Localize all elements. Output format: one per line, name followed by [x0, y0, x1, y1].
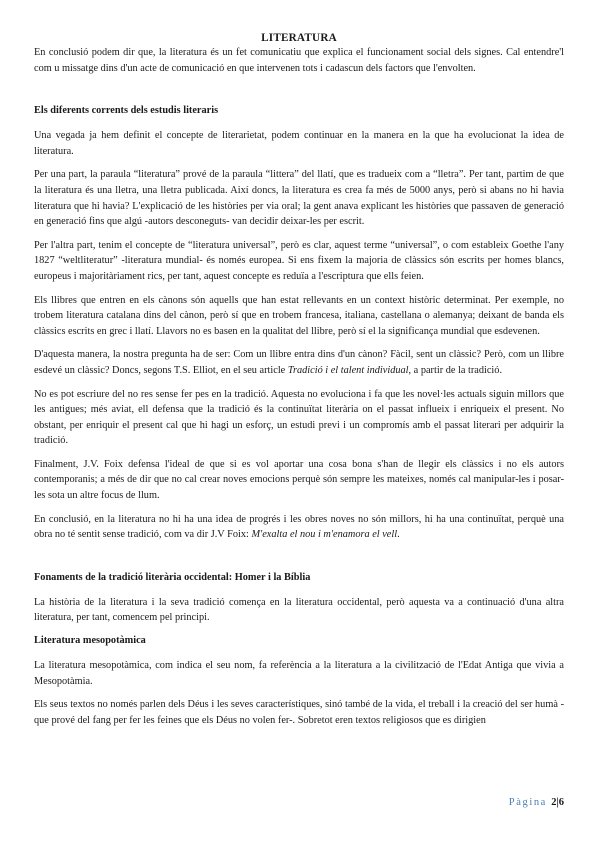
paragraph: [34, 512, 564, 543]
paragraph: Els seus textos no només parlen dels Déus i les seves característiques, sinó també de la vida, el treball i la creació del ser humà -que prové del fang per fer les feines que els Déus no volen fer-. Sobretot eren textos religiosos que es dirigien: [34, 699, 564, 726]
section-heading-corrents: Els diferents corrents dels estudis literaris: [34, 105, 219, 117]
paragraph: Els llibres que entren en els cànons són aquells que han estat rellevants en un context històric determinat. Per exemple, no trobem literatura catalana dins del cànon, però sí que en trobem francesa, italiana, castellana o alemanya; deixant de banda els clàssics escrits en grec i llatí. Llavors no es basen en la qualitat del llibre, però sí el la significança mundial que esdevenen.: [34, 294, 564, 337]
paragraph: La història de la literatura i la seva tradició comença en la literatura occidental, però aquesta va a continuació d'una altra literatura, per tant, comencem pel principi.: [34, 596, 564, 624]
paragraph: La literatura mesopotàmica, com indica el seu nom, fa referència a la literatura a la civilització de l'Edat Antiga que vivia a Mesopotàmia.: [34, 660, 564, 687]
text-run: .: [397, 529, 400, 541]
subsection-heading-mesopotamica: Literatura mesopotàmica: [34, 635, 146, 647]
paragraph: Per una part, la paraula “literatura” prové de la paraula “littera” del llatí, que es tradueix com a “lletra”. Per tant, partim de que la literatura és una lletra, una lletra publicada. Així doncs, la literatura es crea fa més de 5000 anys, però si abans no hi havia literatura que hi havia? L'explicació de les històries per via oral; la gent anava explicant les històries que passaven de generació en generació fins que algú -autors desconeguts- van decidir deixar-les per escrit.: [34, 169, 564, 228]
paragraph: Per l'altra part, tenim el concepte de “literatura universal”, però es clar, aquest terme “universal”, o com estableix Goethe l'any 1827 “weltliteratur” -literatura mundial- és només europea. Si ens fixem la majoria de clàssics són escrits per homes blancs, europeus i majoritàriament rics, per tant, aquest concepte es reduïa a l'escriptura que ells feien.: [34, 239, 564, 282]
intro-paragraph: En conclusió podem dir que, la literatura és un fet comunicatiu que explica el funcionament social dels signes. Cal entendre'l com u missatge dins d'un acte de comunicació en que intervenen tots i cadascun dels factors que l'envolten.: [34, 47, 564, 74]
paragraph: [34, 347, 564, 378]
page-separator: |: [556, 797, 559, 808]
text-run: D'aquesta manera, la nostra pregunta ha de ser: Com un llibre entra dins d'un cànon? Fàcil, sent un clàssic? Però, com un llibre esdevé un clàssic? Doncs, segons T.S. Elliot, en el seu article: [34, 349, 564, 376]
paragraph: No es pot escriure del no res sense fer pes en la tradició. Aquesta no evoluciona i fa que les novel·les actuals siguin millors que les antigues; més aviat, ell defensa que la tradició és la continuïtat literària on el passat influeix i enriqueix el present. No obstant, per enriquir el present cal que hi hagi un esforç, un estudi previ i un compromís amb el passat literari per adquirir la tradició.: [34, 388, 564, 447]
article-title: Tradició i el talent individual: [287, 364, 409, 376]
text-run: , a partir de la tradició.: [408, 364, 503, 376]
paragraph: Finalment, J.V. Foix defensa l'ideal de que si es vol aportar una cosa bona s'han de llegir els clàssics i no els autors contemporanis; a més de dir que no cal crear noves emocions perquè són sempre les mateixes, només cal manipular-les i posar-les sota un altre focus de llum.: [34, 458, 564, 502]
text-run: En conclusió, en la literatura no hi ha una idea de progrés i les obres noves no són millors, hi ha una continuïtat, perquè una obra no té sentit sense tradició, com va dir J.V Foix:: [34, 513, 564, 541]
page-number-footer: [509, 797, 564, 808]
page-title: LITERATURA: [261, 32, 337, 44]
quote: M'exalta el nou i m'enamora el vell: [251, 529, 398, 541]
paragraph: Una vegada ja hem definit el concepte de literarietat, podem continuar en la manera en la que ha evolucionat la idea de literatura.: [34, 130, 564, 157]
section-heading-fonaments: Fonaments de la tradició literària occidental: Homer i la Bíblia: [34, 571, 311, 583]
page-number: 2: [551, 797, 557, 808]
page-total: 6: [558, 797, 564, 808]
page-content: [34, 31, 564, 728]
page-label: Pàgina: [508, 797, 547, 808]
